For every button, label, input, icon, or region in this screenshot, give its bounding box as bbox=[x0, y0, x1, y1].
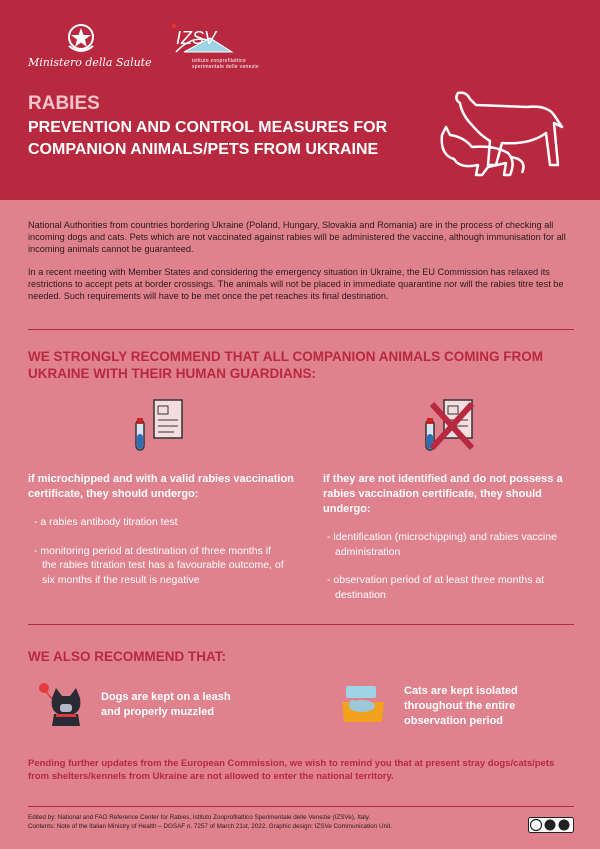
intro-paragraph-2: In a recent meeting with Member States and considering the emergency situation in Ukraine, the EU Commission has relaxed its restrictions to accept pets at border crossings. The animals will not be placed in immediate quarantine nor will the rabies titre test be needed. Such requirements will have to be met once the pet reaches its final destination. bbox=[28, 266, 564, 302]
dogs-recommendation: Dogs are kept on a leash and properly muzzled bbox=[101, 691, 231, 718]
also-recommend-heading: WE ALSO RECOMMEND THAT: bbox=[28, 649, 226, 664]
divider bbox=[28, 806, 574, 807]
cats-recommendation: Cats are kept isolated throughout the entire observation period bbox=[404, 685, 518, 727]
muzzled-dog-icon bbox=[36, 680, 88, 728]
divider bbox=[28, 624, 574, 625]
credits bbox=[28, 813, 508, 831]
ministry-name: Ministero della Salute bbox=[28, 56, 152, 69]
izsv-subtitle: istituto zooprofilattico sperimentale delle venezie bbox=[192, 58, 260, 70]
divider bbox=[28, 329, 574, 330]
creative-commons-icon bbox=[528, 817, 574, 833]
credits-line-2: Contents: Note of the Italian Ministry of Health – DGSAF n. 7257 of March 21st, 2022. Graphic design: IZSVe Communication Unit. bbox=[28, 823, 392, 830]
isolated-cat-icon bbox=[340, 682, 386, 726]
list-item: - observation period of at least three months at destination bbox=[327, 574, 545, 601]
dog-and-cat-icon bbox=[432, 85, 577, 180]
list-item: - monitoring period at destination of three months if the rabies titration test has a favourable outcome, of six months if the result is negative bbox=[34, 544, 284, 586]
title-rabies: RABIES bbox=[28, 93, 100, 114]
izsv-logo-icon bbox=[170, 22, 250, 58]
intro-paragraph-1: National Authorities from countries bordering Ukraine (Poland, Hungary, Slovakia and Romania) are in the process of checking all incoming dogs and cats. Pets which are not vaccinated against rabies will be administered the vaccine, although immunisation for all incoming animals cannot be guaranteed. bbox=[28, 220, 566, 255]
logo-bar bbox=[0, 0, 600, 80]
left-column-heading: if microchipped and with a valid rabies vaccination certificate, they should undergo: bbox=[28, 473, 294, 500]
no-certificate-icon bbox=[418, 398, 478, 458]
list-item: - a rabies antibody titration test bbox=[34, 516, 178, 528]
recommend-heading: WE STRONGLY RECOMMEND THAT ALL COMPANION ANIMALS COMING FROM UKRAINE WITH THEIR HUMAN GUARDIANS: bbox=[28, 349, 543, 381]
left-list bbox=[34, 515, 284, 601]
list-item: - identification (microchipping) and rabies vaccine administration bbox=[327, 531, 557, 558]
credits-line-1: Edited by: National and FAO Reference Center for Rabies, Istituto Zooprofilattico Sperimentale delle Venezie (IZSVe), Italy. bbox=[28, 814, 371, 821]
pending-notice: Pending further updates from the European Commission, we wish to remind you that at present stray dogs/cats/pets from shelters/kennels from Ukraine are not allowed to enter the national territory. bbox=[28, 758, 555, 782]
header-banner bbox=[0, 0, 600, 200]
italian-emblem-icon bbox=[64, 22, 98, 54]
page-title: PREVENTION AND CONTROL MEASURES FOR COMPANION ANIMALS/PETS FROM UKRAINE bbox=[28, 119, 388, 158]
vaccination-certificate-icon bbox=[128, 398, 188, 458]
svg-text:IZSV: IZSV bbox=[176, 28, 217, 48]
intro-text bbox=[28, 219, 573, 312]
right-list bbox=[327, 530, 572, 616]
right-column-heading: if they are not identified and do not possess a rabies vaccination certificate, they should undergo: bbox=[323, 473, 563, 515]
